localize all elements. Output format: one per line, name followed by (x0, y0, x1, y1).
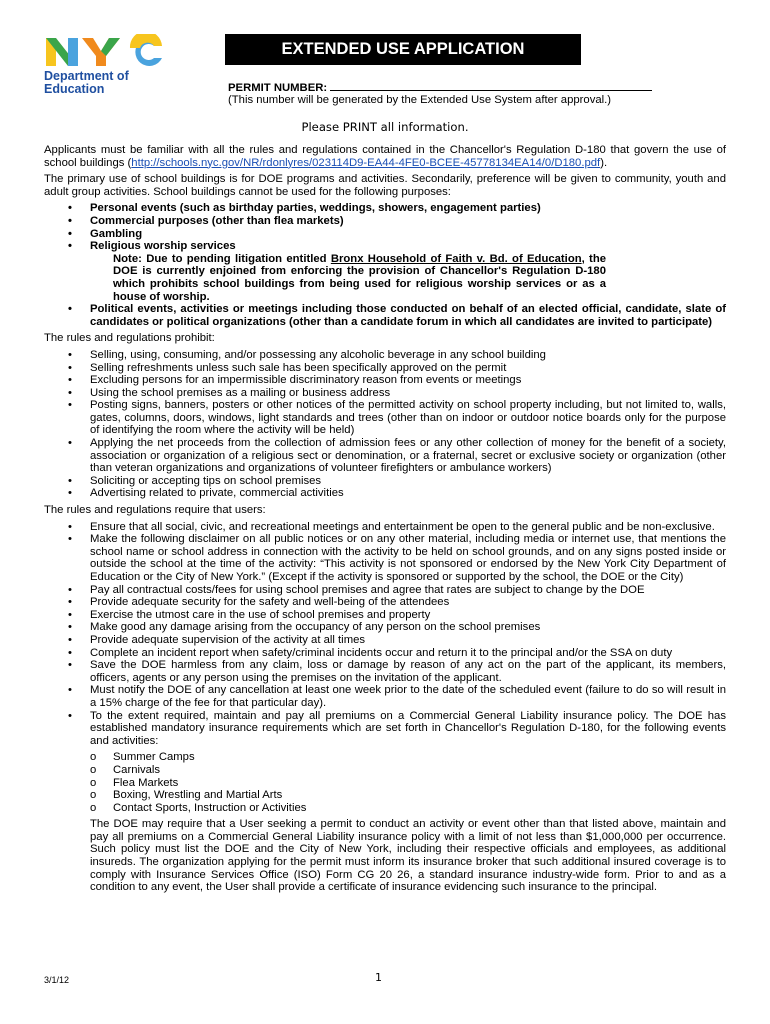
list-item: • Selling, using, consuming, and/or possessing any alcoholic beverage in any school building (44, 349, 726, 362)
intro-text: Applicants must be familiar with all the rules and regulations contained in the Chancellor's Regulation D-180 that govern the use of school buildings ( (44, 144, 726, 169)
list-item: o Summer Camps (90, 751, 726, 764)
list-item: • Personal events (such as birthday parties, weddings, showers, engagement parties) (44, 202, 726, 215)
intro-text-end: ). (600, 156, 608, 169)
cannot-use-list (44, 202, 726, 252)
list-item: • Political events, activities or meetings including those conducted on behalf of an elected official, candidate, slate of candidates or political organizations (other than a candidate forum in which all candidates are invited to participate) (44, 303, 726, 328)
intro-paragraph-2: The primary use of school buildings is for DOE programs and activities. Secondarily, preference will be given to community, youth and adult group activities. School buildings cannot be used for the following purposes: (44, 173, 726, 198)
footer-date: 3/1/12 (44, 975, 70, 985)
list-item: o Carnivals (90, 764, 726, 777)
require-heading: The rules and regulations require that users: (44, 504, 266, 517)
case-name: Bronx Household of Faith v. Bd. of Education (330, 252, 582, 265)
permit-number-row (228, 81, 652, 95)
list-item: • Posting signs, banners, posters or other notices of the permitted activity on school property including, but not limited to, walls, gates, columns, doors, windows, light standards and trees (other than on indoor or outdoor notice boards only for the purpose of identifying the room where the activity will be held) (44, 399, 726, 437)
require-list (44, 521, 726, 748)
list-item: • To the extent required, maintain and pay all premiums on a Commercial General Liability insurance policy. The DOE has established mandatory insurance requirements which are set forth in Chancellor's Regulation D-180, for the following events and activities: (44, 710, 726, 748)
list-item: • Complete an incident report when safety/criminal incidents occur and return it to the principal and/or the SSA on duty (44, 647, 726, 660)
list-item: o Boxing, Wrestling and Martial Arts (90, 789, 726, 802)
list-item: • Provide adequate supervision of the activity at all times (44, 634, 726, 647)
list-item: • Soliciting or accepting tips on school premises (44, 475, 726, 488)
document-body (44, 144, 726, 894)
list-item: • Must notify the DOE of any cancellation at least one week prior to the date of the scheduled event (failure to do so will result in a 15% charge of the fee for that particular day). (44, 684, 726, 709)
list-item: • Selling refreshments unless such sale has been specifically approved on the permit (44, 362, 726, 375)
dept-line-1: Department of (44, 69, 129, 83)
list-item: • Make good any damage arising from the occupancy of any person on the school premises (44, 621, 726, 634)
permit-number-field[interactable] (330, 81, 652, 91)
list-item: o Contact Sports, Instruction or Activities (90, 802, 726, 815)
prohibit-list (44, 349, 726, 500)
prohibit-heading: The rules and regulations prohibit: (44, 332, 215, 345)
list-item: • Applying the net proceeds from the collection of admission fees or any other collection of money for the benefit of a society, association or organization of a religious sect or denomination, or a fraternal, secret or exclusive society or organization (other than veteran organizations and organizations of volunteer firefighters or ambulance workers) (44, 437, 726, 475)
list-item: • Commercial purposes (other than flea markets) (44, 215, 726, 228)
permit-number-label: PERMIT NUMBER: (228, 82, 328, 94)
dept-line-2: Education (44, 81, 105, 96)
list-item: • Gambling (44, 228, 726, 241)
cannot-use-list-2 (44, 303, 726, 328)
regulation-link[interactable]: http://schools.nyc.gov/NR/rdonlyres/023114D9-EA44-4FE0-BCEE-45778134EA14/0/D180.pdf (131, 156, 601, 169)
list-item: • Ensure that all social, civic, and recreational meetings and entertainment be open to the general public and be non-exclusive. (44, 521, 726, 534)
nyc-logo-icon (44, 34, 176, 68)
page-number: 1 (375, 971, 382, 984)
list-item: • Excluding persons for an impermissible discriminatory reason from events or meetings (44, 374, 726, 387)
list-item: • Pay all contractual costs/fees for using school premises and agree that rates are subject to change by the DOE (44, 584, 726, 597)
permit-number-note: (This number will be generated by the Extended Use System after approval.) (228, 94, 612, 106)
intro-paragraph-1 (44, 144, 726, 169)
list-item: • Make the following disclaimer on all public notices or on any other material, including media or internet use, that mentions the school name or school address in connection with the activity to be held on school grounds, and on any signs posted inside or outside the school at the time of the activity: “This activity is not sponsored or endorsed by the New York City Department of Education or the City of New York.” (Except if the activity is sponsored or supported by the school, the DOE or the City) (44, 533, 726, 583)
list-item: • Exercise the utmost care in the use of school premises and property (44, 609, 726, 622)
form-title: EXTENDED USE APPLICATION (225, 34, 581, 65)
department-name (44, 70, 129, 95)
list-item: • Save the DOE harmless from any claim, loss or damage by reason of any act on the part of the applicant, its members, officers, agents or any person using the premises on the invitation of the applicant. (44, 659, 726, 684)
doe-logo (44, 34, 176, 94)
list-item: • Religious worship services (44, 240, 726, 253)
insurance-paragraph: The DOE may require that a User seeking a permit to conduct an activity or event other than that listed above, maintain and pay all premiums on a Commercial General Liability insurance policy with a limit of not less than $1,000,000 per occurrence. Such policy must list the DOE and the City of New York, including their respective officials and employees, as additional insureds. The organization applying for the permit must inform its insurance broker that such additional insured coverage is to comply with Insurance Services Office (ISO) Form CG 20 26, a standard insurance industry-wide form. Prior to and as a condition to any event, the User shall provide a certificate of insurance evidencing such insurance to the principal. (90, 818, 726, 894)
print-notice: Please PRINT all information. (301, 120, 469, 134)
list-item: • Using the school premises as a mailing or business address (44, 387, 726, 400)
list-item: o Flea Markets (90, 777, 726, 790)
litigation-note (113, 253, 606, 303)
list-item: • Provide adequate security for the safety and well-being of the attendees (44, 596, 726, 609)
note-text: Due to pending litigation entitled (146, 252, 331, 265)
note-prefix: Note: (113, 252, 142, 265)
note-text-2: , the DOE is currently enjoined from enforcing the provision of Chancellor's Regulation D-180 which prohibits school buildings from being used for religious worship services or as a house of worship. (113, 252, 607, 303)
list-item: • Advertising related to private, commercial activities (44, 487, 726, 500)
events-list (90, 751, 726, 814)
